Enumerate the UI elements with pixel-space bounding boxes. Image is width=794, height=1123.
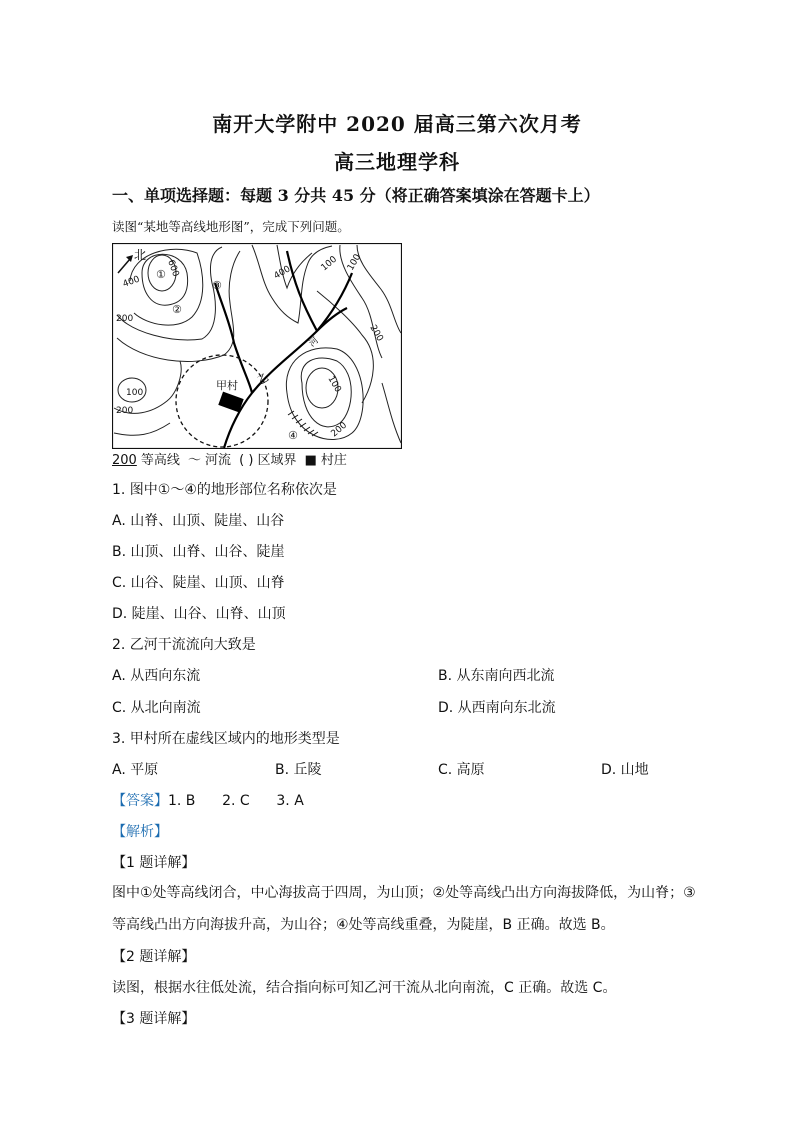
question-3-option-d: D. 山地: [601, 762, 649, 778]
legend-boundary-label: 区域界: [257, 453, 297, 468]
answer-tag: 【答案】: [112, 793, 168, 809]
page-title: 南开大学附中 2020 届高三第六次月考: [212, 112, 582, 136]
river-word: 河: [307, 335, 321, 350]
q1-detail-heading: 【1 题详解】: [112, 855, 196, 871]
legend-river-label: 河流: [205, 453, 232, 468]
question-2-option-c: C. 从北向南流: [112, 700, 201, 716]
marker-4: ④: [288, 429, 298, 442]
contour-label-100d: 100: [325, 374, 343, 395]
question-2-option-b: B. 从东南向西北流: [438, 668, 555, 684]
contour-label-400b: 400: [272, 264, 293, 282]
legend-village-icon: ■: [304, 453, 317, 468]
page-subtitle: 高三地理学科: [334, 150, 460, 174]
q1-detail-text: 图中①处等高线闭合，中心海拔高于四周，为山顶；②处等高线凸出方向海拔降低，为山脊；③等高线凸出方向海拔升高，为山谷；④处等高线重叠，为陡崖，B 正确。故选 B。: [112, 885, 696, 933]
legend-contour-value: 200: [112, 453, 137, 468]
contour-label-400a: 400: [121, 274, 142, 290]
answer-values: 1. B 2. C 3. A: [168, 793, 304, 809]
legend-boundary-icon: ( ): [239, 453, 254, 468]
contour-label-100b: 100: [345, 252, 364, 273]
contour-label-200b: 200: [116, 406, 134, 416]
contour-label-600: 600: [165, 258, 181, 279]
map-intro: 读图“某地等高线地形图”，完成下列问题。: [112, 219, 350, 234]
contour-label-100a: 100: [319, 254, 340, 274]
question-2-option-d: D. 从西南向东北流: [438, 700, 556, 716]
legend-river-icon: 〜: [187, 453, 201, 468]
question-1-option-c: C. 山谷、陡崖、山顶、山脊: [112, 575, 285, 591]
question-2-option-a: A. 从西向东流: [112, 668, 201, 684]
contour-label-200a: 200: [116, 314, 134, 324]
question-3-option-c: C. 高原: [438, 762, 485, 778]
village-label: 甲村: [216, 379, 238, 392]
contour-label-200d: 200: [367, 323, 385, 344]
map-legend: [112, 449, 351, 468]
question-1-option-d: D. 陡崖、山谷、山脊、山顶: [112, 606, 286, 622]
legend-village-label: 村庄: [320, 453, 347, 468]
question-2-stem: 2. 乙河干流流向大致是: [112, 637, 256, 653]
q2-detail-heading: 【2 题详解】: [112, 949, 196, 965]
answer-line: [112, 790, 304, 810]
section-heading: 一、单项选择题：每题 3 分共 45 分（将正确答案填涂在答题卡上）: [112, 186, 600, 205]
marker-2: ②: [172, 303, 182, 316]
contour-label-200c: 200: [329, 420, 350, 440]
question-3-stem: 3. 甲村所在虚线区域内的地形类型是: [112, 731, 340, 747]
q3-detail-heading: 【3 题详解】: [112, 1011, 196, 1027]
river-label: 乙: [255, 370, 272, 388]
question-1-stem: 1. 图中①～④的地形部位名称依次是: [112, 482, 337, 498]
north-label: 北: [134, 248, 147, 262]
question-1-option-a: A. 山脊、山顶、陡崖、山谷: [112, 513, 285, 529]
question-1-option-b: B. 山顶、山脊、山谷、陡崖: [112, 544, 285, 560]
marker-3: ③: [212, 279, 222, 292]
marker-1: ①: [156, 268, 166, 281]
question-3-option-a: A. 平原: [112, 762, 159, 778]
question-3-option-b: B. 丘陵: [275, 762, 322, 778]
q2-detail-text: 读图，根据水往低处流，结合指向标可知乙河干流从北向南流，C 正确。故选 C。: [112, 980, 617, 996]
contour-label-100c: 100: [126, 388, 144, 398]
legend-contour-label: 等高线: [140, 453, 180, 468]
contour-map: [112, 243, 402, 449]
analysis-heading: 【解析】: [112, 824, 168, 840]
